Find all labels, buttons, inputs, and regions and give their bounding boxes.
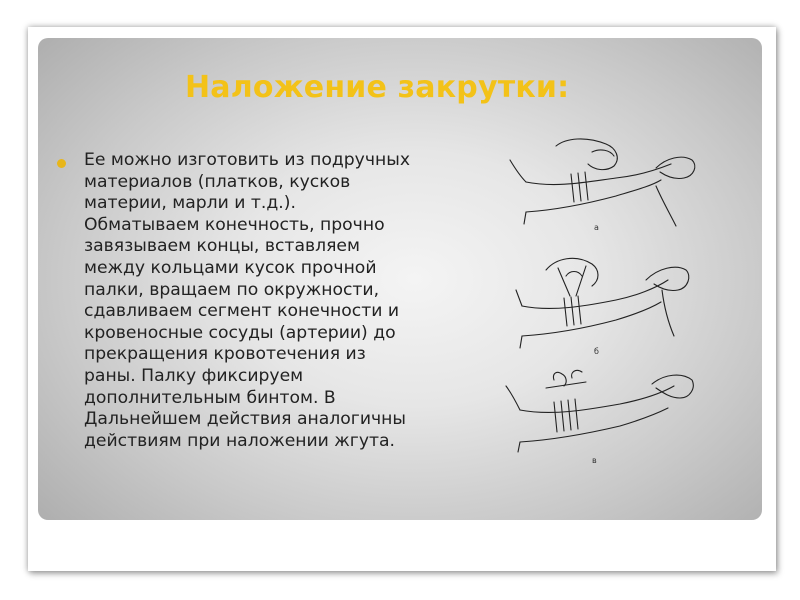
body-line: дополнительным бинтом. В [84,387,336,408]
body-line: кровеносные сосуды (артерии) до [84,322,396,343]
slide-title: Наложение закрутки: [185,70,570,105]
body-line: между кольцами кусок прочной [84,257,377,278]
body-line: Дальнейшем действия аналогичны [84,409,406,430]
figure-a-drawing [510,139,695,226]
tourniquet-illustration [496,130,716,470]
body-line: Обматываем конечность, прочно [84,214,385,235]
body-line: материалов (платков, кусков [84,171,351,192]
figure-a-label: а [594,223,599,232]
body-line: раны. Палку фиксируем [84,365,304,386]
figure-c-label: в [592,456,597,465]
body-line: завязываем концы, вставляем [84,236,360,257]
bullet-dot [57,159,66,168]
figure-b-drawing [516,258,689,348]
body-text [84,150,489,452]
figure-b-label: б [594,347,599,356]
body-line: палки, вращаем по окружности, [84,279,380,300]
body-line: Ее можно изготовить из подручных [84,150,410,170]
figure-c-drawing [506,370,693,452]
body-line: материи, марли и т.д.). [84,193,296,214]
body-line: сдавливаем сегмент конечности и [84,301,400,322]
body-line: действиям при наложении жгута. [84,430,396,451]
body-line: прекращения кровотечения из [84,344,366,365]
